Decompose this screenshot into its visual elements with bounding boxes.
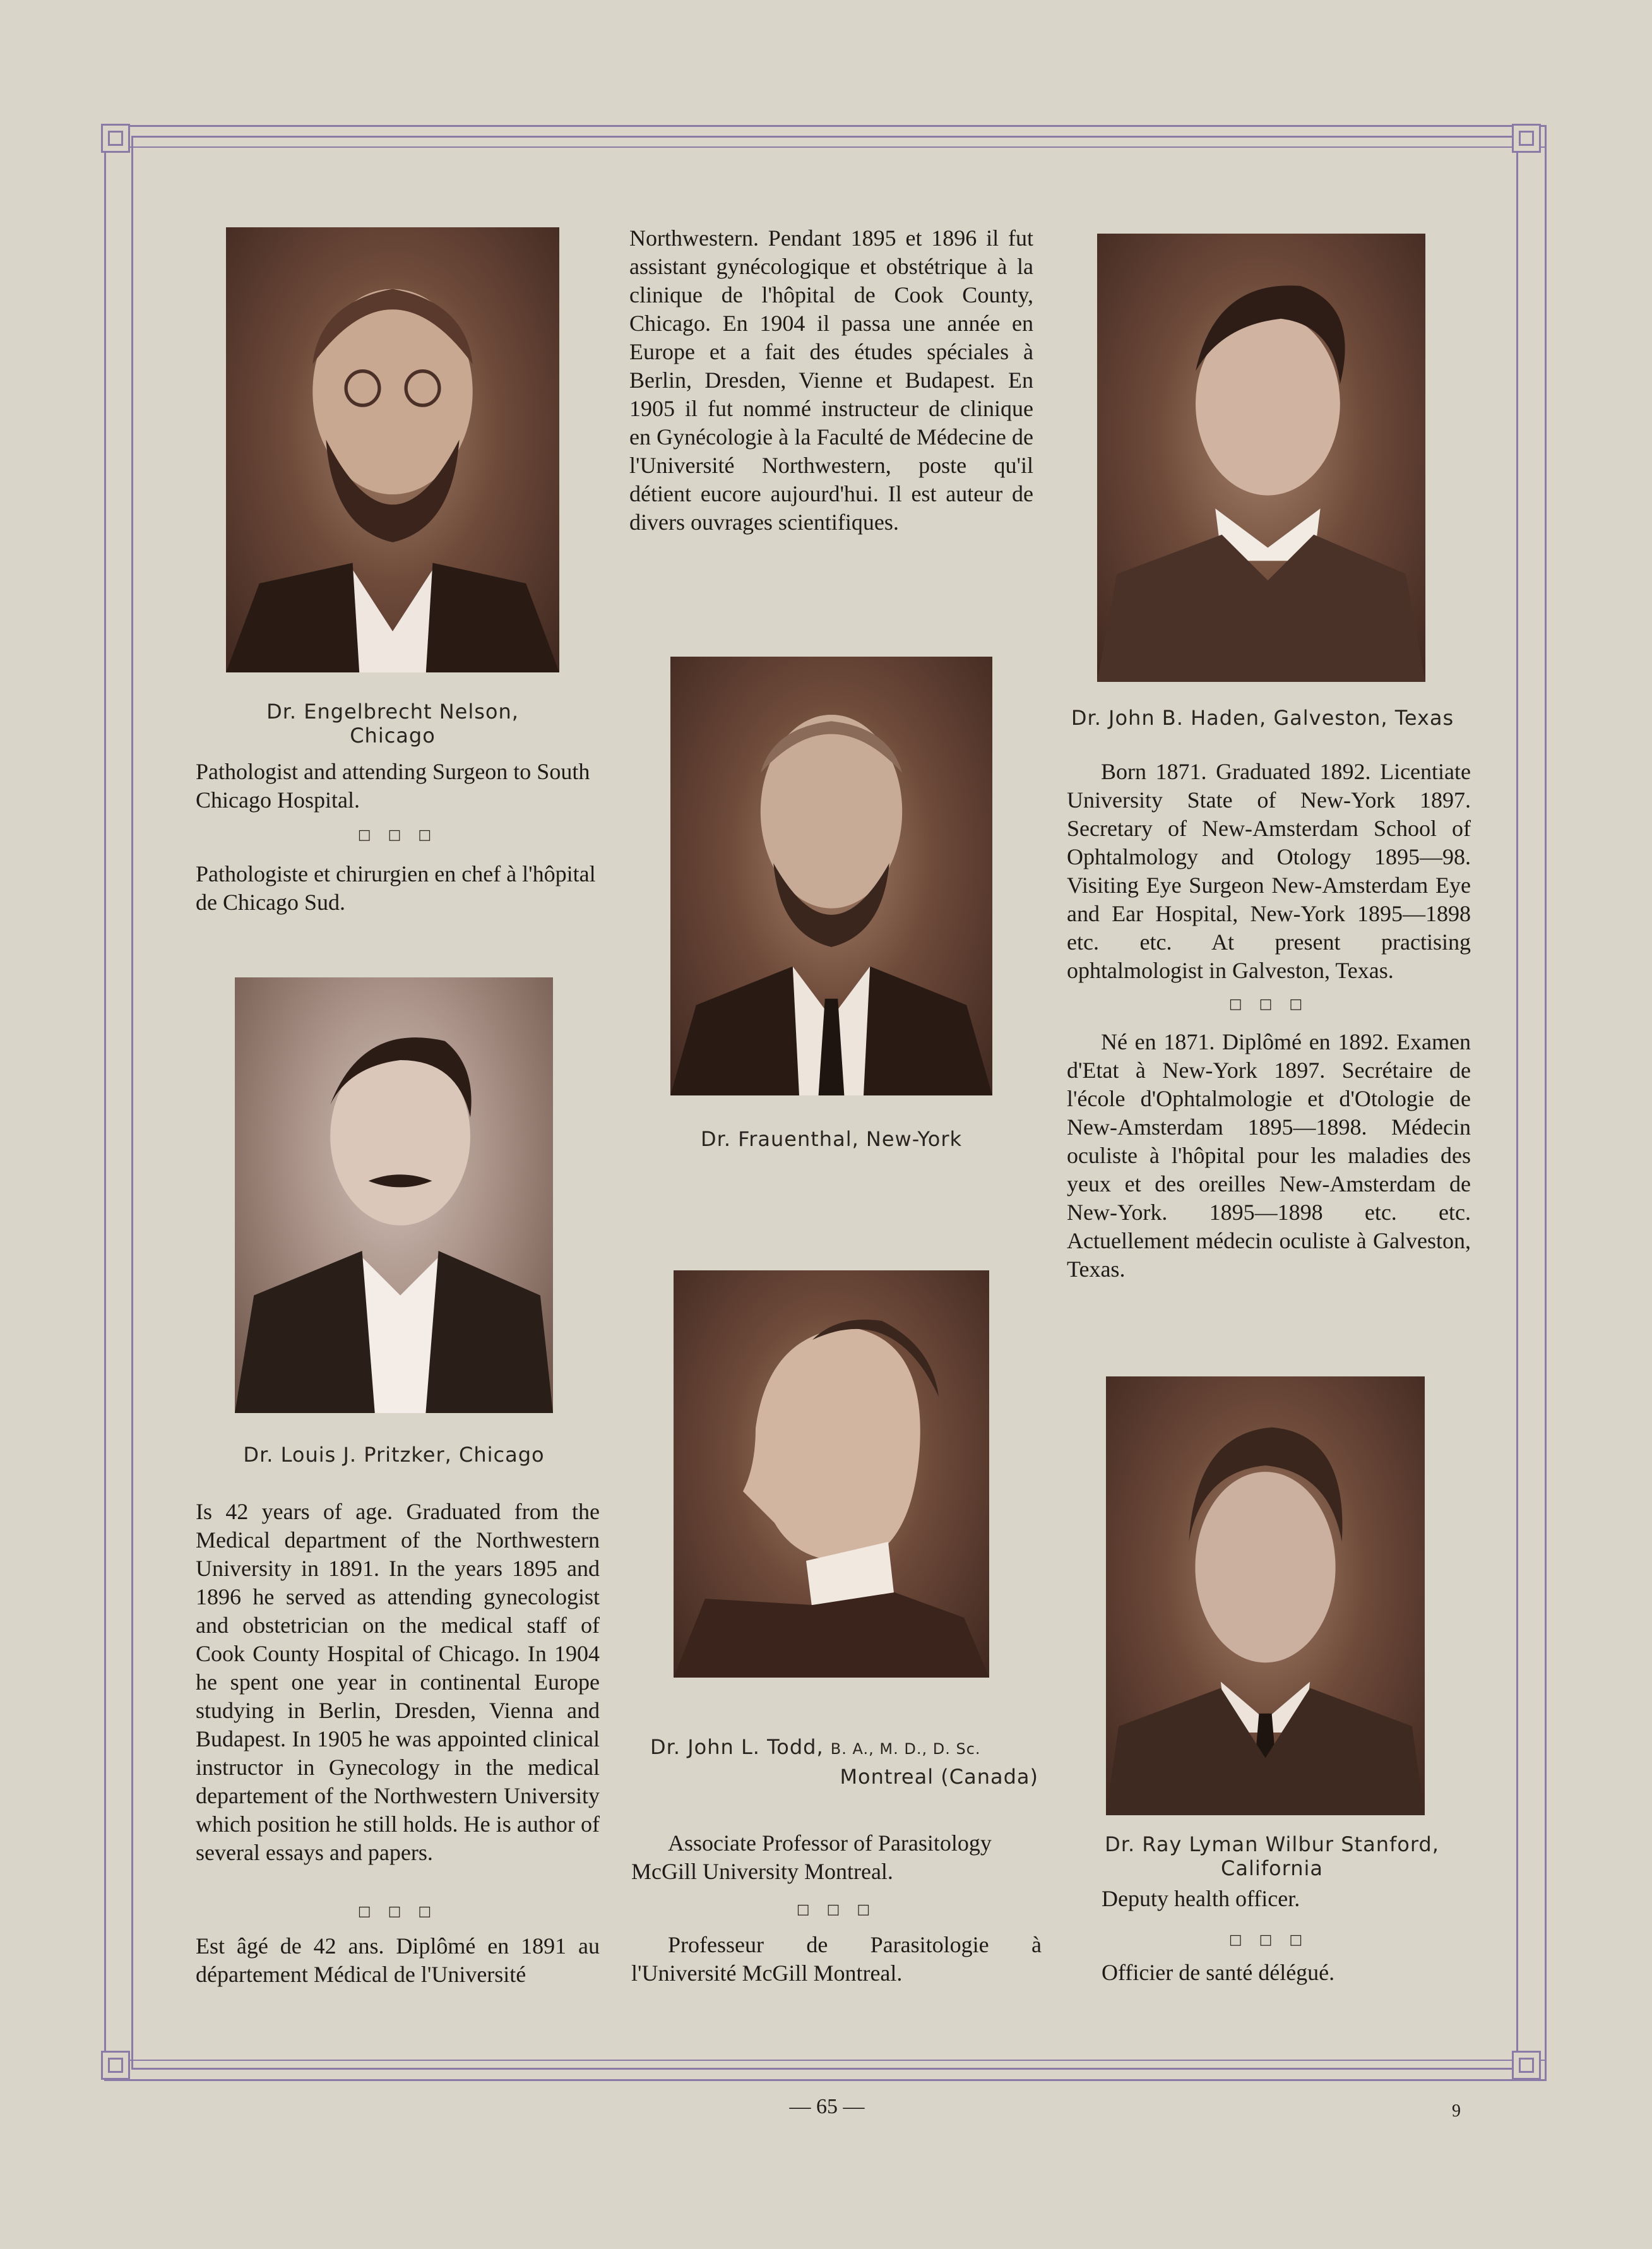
caption-haden: Dr. John B. Haden, Galveston, Texas <box>1071 706 1454 730</box>
caption-pritzker: Dr. Louis J. Pritzker, Chicago <box>243 1443 545 1467</box>
caption-todd-place: Montreal (Canada) <box>840 1765 1038 1789</box>
portrait-todd <box>674 1270 989 1678</box>
portrait-frauenthal <box>670 657 992 1095</box>
caption-frauenthal: Dr. Frauenthal, New-York <box>700 1127 963 1151</box>
text-todd-fr: Professeur de Parasitologie à l'Université McGill Montreal. <box>631 1932 1042 1986</box>
text-nelson-en: Pathologist and attending Surgeon to South Chicago Hospital. <box>196 759 590 813</box>
text-pritzker-fr-start: Est âgé de 42 ans. Diplômé en 1891 au département Médical de l'Université <box>196 1933 600 1987</box>
portrait-nelson <box>226 227 559 672</box>
text-pritzker-fr-continued: Northwestern. Pendant 1895 et 1896 il fut assistant gynécologique et obstétrique à la clinique de l'hôpital de Cook County, Chicago. En 1904 il passa une année en Europe et a fait des études spéciales à Berlin, Dresden, Vienne et Budapest. En 1905 il fut nommé instructeur de clinique en Gynécologie à la Faculté de Médecine de l'Université Northwestern, poste qu'il détient eucore aujourd'hui. Il est auteur de divers ouvrages scientifiques. <box>629 225 1033 535</box>
border-rule-top <box>104 146 1547 148</box>
text-nelson-fr: Pathologiste et chirurgien en chef à l'hôpital de Chicago Sud. <box>196 861 596 915</box>
separator: □ □ □ <box>1228 996 1309 1012</box>
text-haden-en: Born 1871. Graduated 1892. Licentiate University State of New-York 1897. Secretary of New-Amsterdam School of Ophtalmology and Otology 1895—98. Visiting Eye Surgeon New-Amsterdam Eye and Ear Hospital, New-York 1895—1898 etc. etc. At present practising ophtalmologist in Galveston, Texas. <box>1067 759 1471 983</box>
text-haden-fr: Né en 1871. Diplômé en 1892. Examen d'Etat à New-York 1897. Secrétaire de l'école d'Ophtalmologie et d'Otologie de New-Amsterdam 1895—1898. Médecin oculiste à l'hôpital pour les maladies des yeux et des oreilles New-Amsterdam de New-York. 1895—1898 etc. etc. Actuellement médecin oculiste à Galveston, Texas. <box>1067 1029 1471 1282</box>
signature-mark: 9 <box>1452 2101 1461 2121</box>
separator: □ □ □ <box>357 1904 438 1919</box>
caption-todd-degrees: B. A., M. D., D. Sc. <box>830 1740 981 1758</box>
page-number: — 65 — <box>789 2095 865 2118</box>
separator: □ □ □ <box>796 1902 877 1918</box>
separator: □ □ □ <box>1228 1932 1309 1948</box>
caption-wilbur: Dr. Ray Lyman Wilbur Stanford, California <box>1105 1832 1439 1880</box>
corner-ornament-top-right <box>1512 124 1541 153</box>
portrait-wilbur <box>1106 1376 1425 1815</box>
portrait-pritzker <box>235 977 553 1413</box>
separator: □ □ □ <box>357 827 438 843</box>
text-todd-en: Associate Professor of Parasitology McGill University Montreal. <box>631 1830 992 1884</box>
corner-ornament-bottom-left <box>101 2051 130 2080</box>
text-wilbur-en: Deputy health officer. <box>1102 1886 1300 1911</box>
corner-ornament-top-left <box>101 124 130 153</box>
caption-nelson: Dr. Engelbrecht Nelson, Chicago <box>266 700 519 748</box>
border-rule-bottom <box>104 2060 1547 2061</box>
corner-ornament-bottom-right <box>1512 2051 1541 2080</box>
caption-todd <box>650 1735 1004 1759</box>
text-wilbur-fr: Officier de santé délégué. <box>1102 1960 1335 1985</box>
caption-todd-name: Dr. John L. Todd, <box>650 1735 824 1759</box>
portrait-haden <box>1097 234 1425 682</box>
text-pritzker-en: Is 42 years of age. Graduated from the Medical department of the Northwestern University in 1891. In the years 1895 and 1896 he served as attending gynecologist and obstetrician on the medical staff of Cook County Hospital of Chicago. In 1904 he spent one year in continental Europe studying in Berlin, Dresden, Vienna and Budapest. In 1905 he was appointed clinical instructor in Gynecology in the medical departement of the Northwestern University which position he still holds. He is author of several essays and papers. <box>196 1499 600 1865</box>
